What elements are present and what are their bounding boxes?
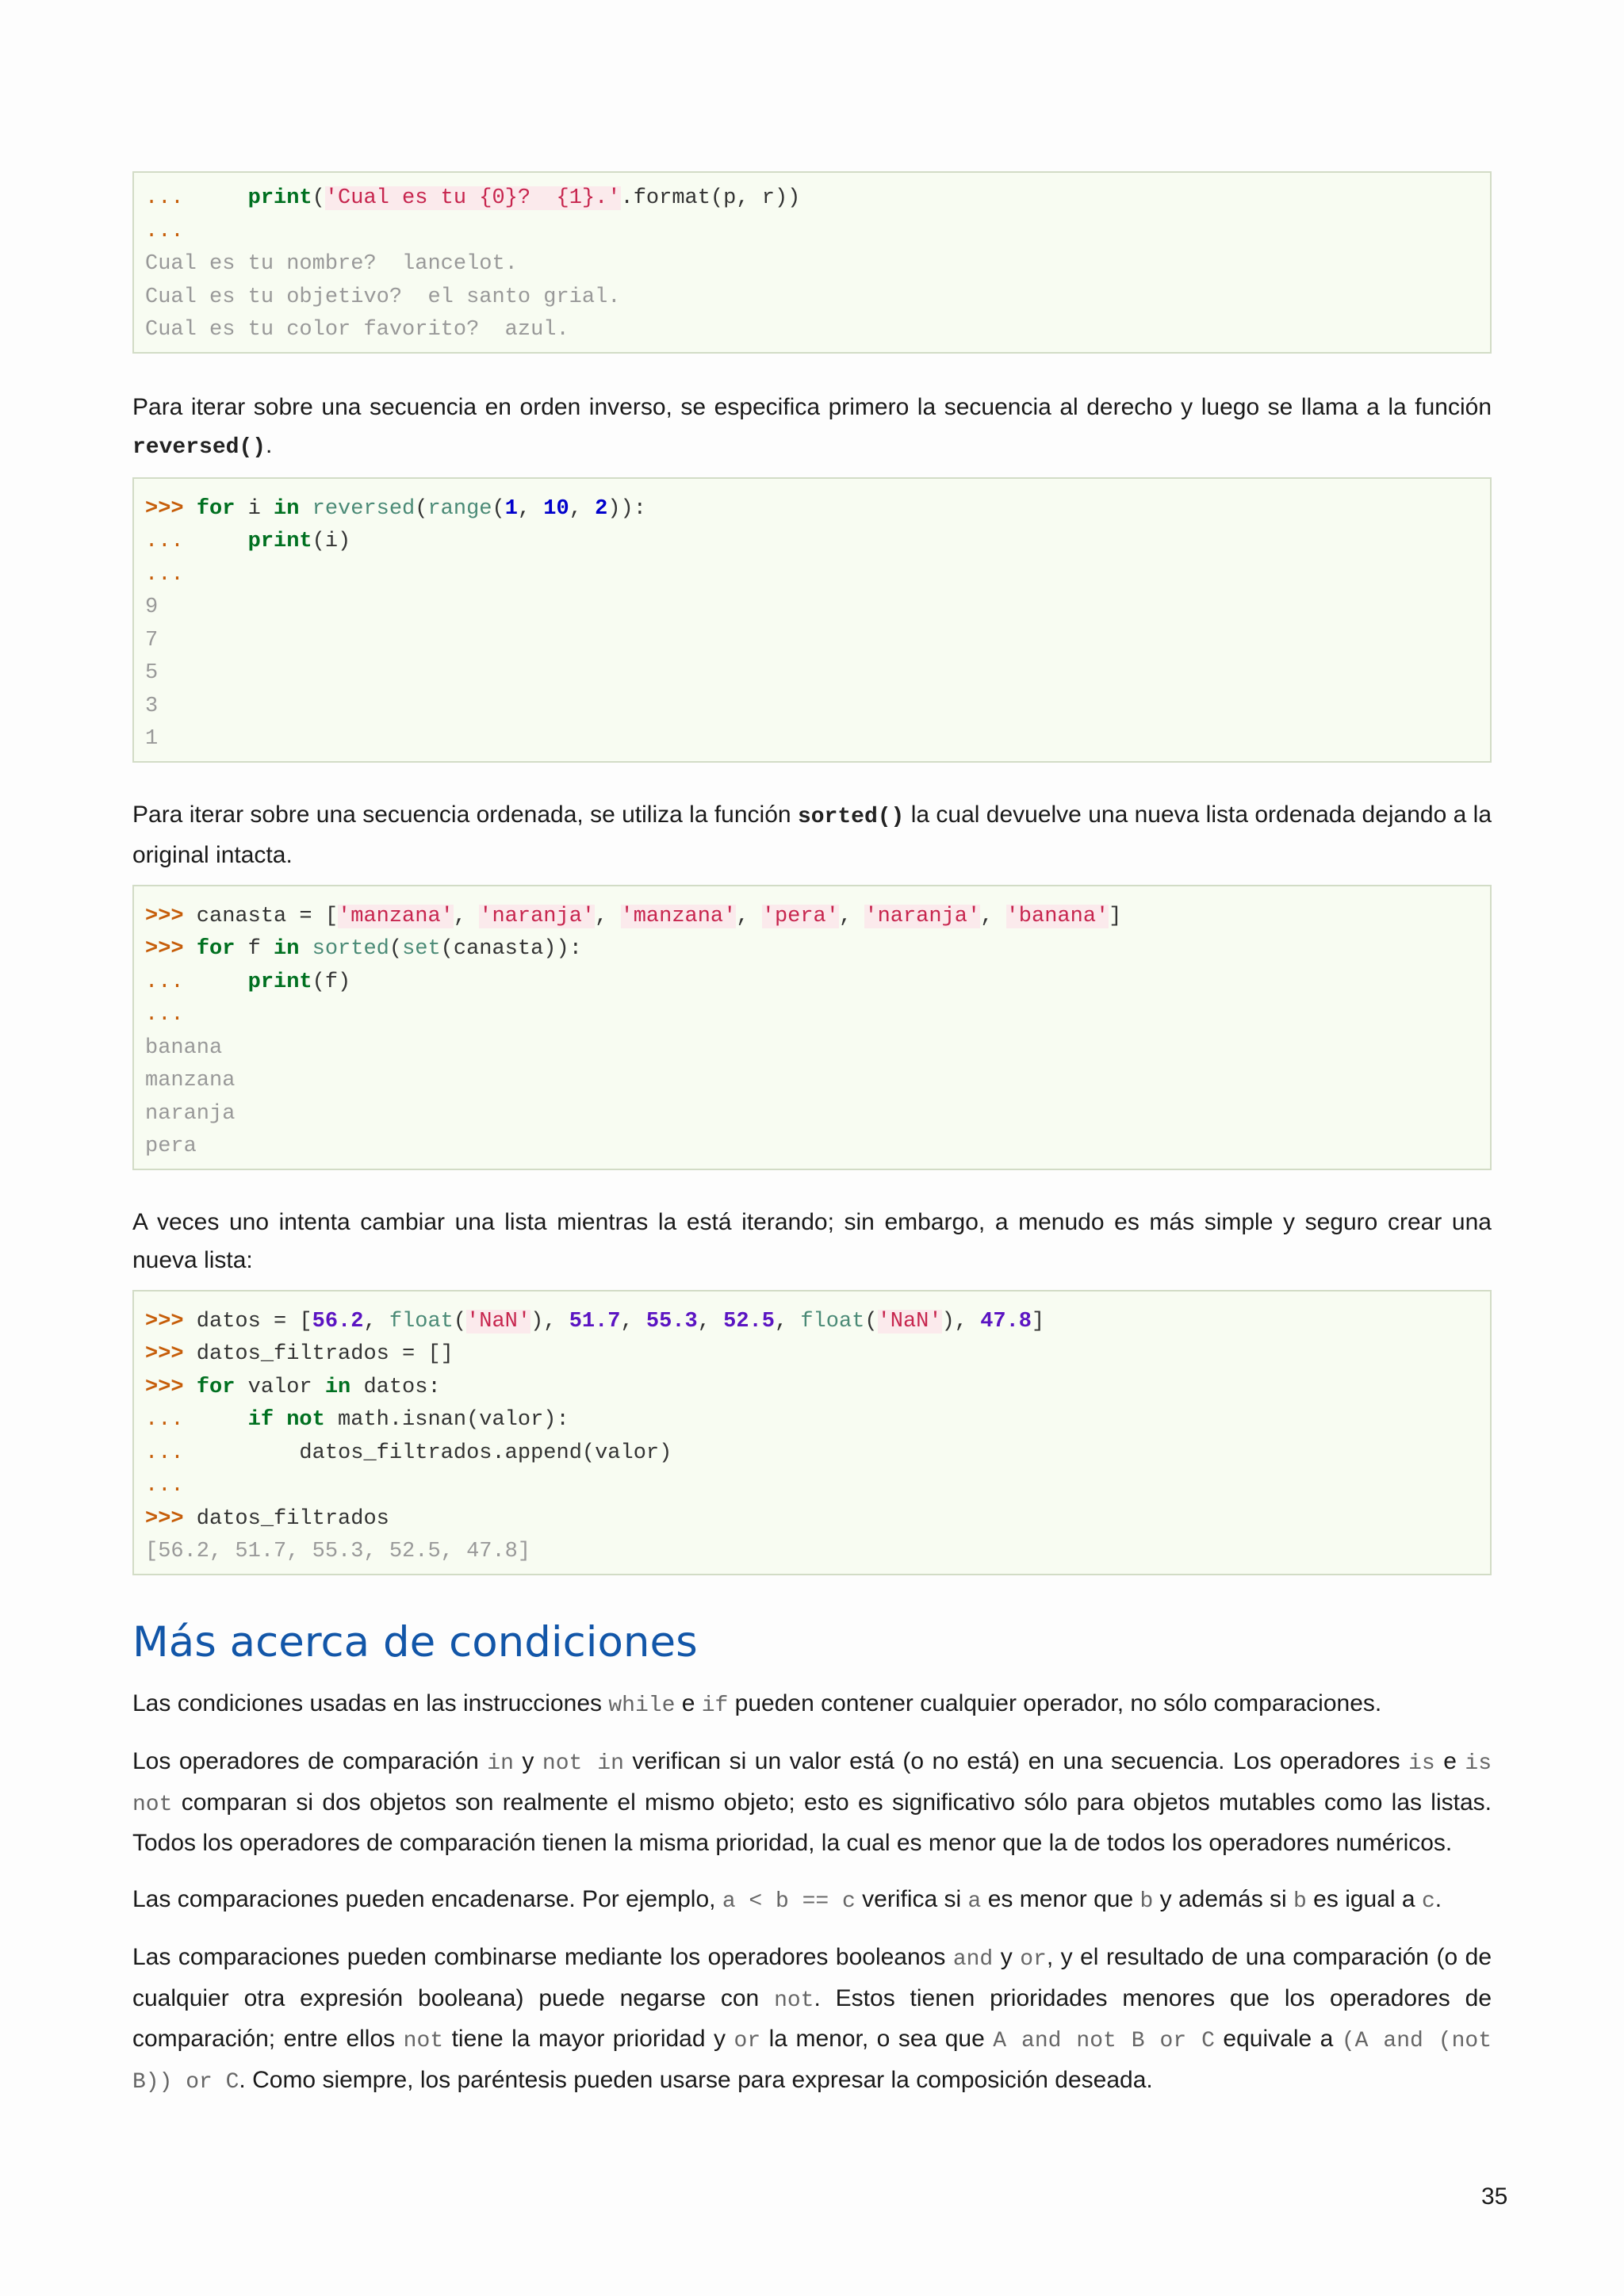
- paragraph-comparison-operators: [132, 1743, 1492, 1863]
- paragraph-text: Para iterar sobre una secuencia ordenada, se utiliza la función: [132, 801, 798, 828]
- code-text: ,: [517, 496, 544, 521]
- code-block-sorted: [132, 885, 1492, 1170]
- paragraph-text: y: [993, 1944, 1021, 1970]
- code-text: ]: [1109, 904, 1122, 928]
- string-literal: 'naranja': [479, 904, 596, 928]
- paragraph-text: Las comparaciones pueden combinarse mediante los operadores booleanos: [132, 1944, 953, 1970]
- code-line: [145, 1404, 1479, 1437]
- paragraph-text: A veces uno intenta cambiar una lista mientras la está iterando; sin embargo, a menudo es más simple y seguro crear una nueva lista:: [132, 1208, 1492, 1273]
- paragraph-boolean-operators: [132, 1938, 1492, 2102]
- prompt: >>>: [145, 904, 184, 928]
- keyword: if: [247, 1408, 274, 1432]
- code-block-format: [132, 171, 1492, 354]
- code-text: ,: [736, 904, 762, 928]
- inline-code: reversed(): [132, 435, 266, 460]
- prompt: >>>: [145, 937, 184, 961]
- prompt: ...: [145, 1474, 184, 1498]
- number-literal: 56.2: [312, 1309, 364, 1334]
- keyword: print: [247, 970, 312, 994]
- prompt: >>>: [145, 1342, 184, 1366]
- builtin: float: [800, 1309, 865, 1334]
- number-literal: 52.5: [723, 1309, 775, 1334]
- code-line: >>> for f in sorted(set(canasta)):: [145, 937, 582, 961]
- inline-code: b: [1293, 1888, 1307, 1914]
- output-line: [56.2, 51.7, 55.3, 52.5, 47.8]: [145, 1540, 531, 1563]
- output-line: 3: [145, 694, 159, 718]
- section-heading: Más acerca de condiciones: [132, 1617, 698, 1667]
- number-literal: 55.3: [645, 1309, 698, 1334]
- paragraph-conditions: [132, 1685, 1492, 1726]
- code-line: [145, 1338, 1479, 1372]
- code-line: [145, 1503, 1479, 1536]
- paragraph-text: e: [675, 1689, 702, 1716]
- prompt: ...: [145, 186, 184, 210]
- keyword: for: [196, 937, 236, 961]
- output-line: 5: [145, 661, 159, 685]
- paragraph-text: y además si: [1153, 1885, 1294, 1912]
- code-text: datos_filtrados: [183, 1506, 389, 1531]
- paragraph-text: .: [1434, 1885, 1442, 1912]
- paragraph-text: comparan si dos objetos son realmente el mismo objeto; esto es significativo sólo para objetos mutables como las listas. Todos los operadores de comparación tienen la misma prioridad, la cual es menor que la de todos los operadores numéricos.: [132, 1789, 1492, 1856]
- output-line: naranja: [145, 1101, 236, 1126]
- code-text: (: [312, 186, 325, 210]
- keyword: in: [274, 937, 300, 961]
- keyword: print: [247, 186, 312, 210]
- builtin: float: [389, 1309, 454, 1334]
- code-text: )):: [607, 496, 646, 521]
- keyword: for: [196, 1375, 236, 1399]
- code-text: ,: [980, 904, 1006, 928]
- code-text: ,: [543, 1309, 569, 1334]
- inline-code: and: [952, 1947, 994, 1972]
- code-line: [145, 526, 1479, 559]
- inline-code: is not: [132, 1751, 1492, 1817]
- paragraph-reversed: [132, 388, 1492, 468]
- builtin: reversed: [312, 496, 416, 521]
- output-line: 1: [145, 727, 159, 751]
- inline-code: is: [1408, 1751, 1435, 1776]
- code-line: >>> datos = [56.2, float('NaN'), 51.7, 55.3, 52.5, float('NaN'), 47.8]: [145, 1309, 1045, 1334]
- inline-code: b: [1139, 1888, 1154, 1914]
- code-text: ,: [954, 1309, 981, 1334]
- builtin: range: [427, 496, 492, 521]
- number-literal: 2: [595, 496, 608, 521]
- code-text: valor: [235, 1375, 325, 1399]
- prompt: ...: [145, 1003, 184, 1027]
- prompt: ...: [145, 970, 184, 994]
- prompt: ...: [145, 1441, 184, 1465]
- paragraph-text: es menor que: [981, 1885, 1140, 1912]
- inline-code: not in: [542, 1751, 624, 1776]
- code-line: [145, 966, 1479, 1000]
- output-line: Cual es tu objetivo? el santo grial.: [145, 285, 621, 309]
- output-line: banana: [145, 1035, 223, 1060]
- code-text: i: [235, 496, 274, 521]
- keyword: in: [324, 1375, 351, 1399]
- code-text: ,: [595, 904, 621, 928]
- code-block-filter: [132, 1290, 1492, 1575]
- number-literal: 47.8: [980, 1309, 1032, 1334]
- code-text: ,: [620, 1309, 646, 1334]
- output-line: 7: [145, 628, 159, 652]
- inline-code: while: [608, 1693, 676, 1718]
- inline-code: not: [774, 1988, 814, 2013]
- paragraph-sorted: [132, 796, 1492, 875]
- output-line: manzana: [145, 1069, 236, 1093]
- paragraph-text: , y el resultado de una comparación (o de cualquier otra expresión booleana) puede negarse con: [132, 1944, 1492, 2011]
- prompt: >>>: [145, 1309, 184, 1334]
- code-text: datos_filtrados = []: [183, 1342, 454, 1366]
- code-text: canasta = [: [183, 904, 339, 928]
- keyword: print: [247, 530, 312, 553]
- paragraph-text: Los operadores de comparación: [132, 1748, 488, 1774]
- prompt: ...: [145, 1408, 184, 1432]
- string-literal: 'banana': [1005, 904, 1109, 928]
- string-literal: 'manzana': [338, 904, 454, 928]
- code-text: (f): [312, 970, 351, 994]
- code-text: f: [235, 937, 274, 961]
- paragraph-text: pueden contener cualquier operador, no sólo comparaciones.: [728, 1689, 1382, 1716]
- prompt: >>>: [145, 496, 184, 521]
- string-literal: 'NaN': [466, 1309, 531, 1334]
- code-text: (canasta)):: [440, 937, 582, 961]
- code-text: (: [492, 496, 505, 521]
- prompt: ...: [145, 562, 184, 587]
- paragraph-text: la menor, o sea que: [760, 2026, 994, 2052]
- prompt: ...: [145, 219, 184, 243]
- inline-code: or: [1020, 1947, 1047, 1972]
- paragraph-text: y: [513, 1748, 542, 1774]
- paragraph-text: tiene la mayor prioridad y: [443, 2026, 734, 2052]
- keyword: for: [196, 496, 236, 521]
- output-line: pera: [145, 1135, 197, 1158]
- code-text: ,: [697, 1309, 724, 1334]
- inline-code: if: [701, 1693, 729, 1718]
- page-number: 35: [1481, 2183, 1508, 2210]
- code-text: ,: [363, 1309, 389, 1334]
- code-text: datos:: [350, 1375, 441, 1399]
- paragraph-text: es igual a: [1306, 1885, 1422, 1912]
- code-text: (i): [312, 530, 351, 553]
- code-text: (: [415, 496, 428, 521]
- code-text: ,: [774, 1309, 801, 1334]
- code-text: [299, 497, 312, 521]
- output-line: 9: [145, 595, 159, 619]
- code-block-reversed: [132, 477, 1492, 763]
- code-text: datos = [: [183, 1309, 312, 1334]
- page-content: [132, 171, 1492, 2102]
- paragraph-text: verifican si un valor está (o no está) en una secuencia. Los operadores: [623, 1748, 1409, 1774]
- code-text: ,: [569, 496, 596, 521]
- code-line: [145, 1372, 1479, 1405]
- prompt: >>>: [145, 1506, 184, 1531]
- number-literal: 10: [543, 496, 569, 521]
- prompt: ...: [145, 530, 184, 553]
- output-line: Cual es tu color favorito? azul.: [145, 318, 569, 342]
- inline-code: A and not B or C: [993, 2029, 1215, 2053]
- string-literal: 'pera': [761, 904, 839, 928]
- paragraph-text: e: [1434, 1748, 1465, 1774]
- prompt: >>>: [145, 1375, 184, 1399]
- code-text: math.isnan(valor):: [324, 1408, 569, 1432]
- code-line: [145, 182, 1479, 216]
- output-line: Cual es tu nombre? lancelot.: [145, 252, 518, 276]
- string-literal: 'manzana': [620, 904, 737, 928]
- inline-code: a < b == c: [722, 1888, 856, 1914]
- string-literal: 'Cual es tu {0}? {1}.': [324, 186, 621, 210]
- paragraph-chained-comparisons: [132, 1881, 1492, 1922]
- paragraph-text: Las condiciones usadas en las instrucciones: [132, 1689, 609, 1716]
- paragraph-text: Para iterar sobre una secuencia en orden inverso, se especifica primero la secuencia al derecho y luego se llama a la función: [132, 393, 1492, 420]
- string-literal: 'naranja': [864, 904, 981, 928]
- inline-code: not: [403, 2029, 444, 2053]
- paragraph-text: .: [266, 432, 273, 458]
- builtin: set: [402, 937, 441, 961]
- code-text: ]: [1032, 1309, 1045, 1334]
- paragraph-text: la cual devuelve una nueva lista ordenada dejando a la original intacta.: [132, 801, 1492, 868]
- inline-code: (A and (not B)) or C: [132, 2029, 1492, 2095]
- inline-code: c: [1421, 1888, 1435, 1914]
- builtin: sorted: [312, 937, 389, 961]
- string-literal: 'NaN': [877, 1309, 942, 1334]
- paragraph-text: . Estos tienen prioridades menores que los operadores de comparación; entre ellos: [132, 1984, 1492, 2052]
- paragraph-text: equivale a: [1214, 2026, 1342, 2052]
- code-text: ,: [838, 904, 865, 928]
- code-text: .format(p, r)): [620, 186, 801, 210]
- paragraph-modify-list: [132, 1203, 1492, 1280]
- inline-code: a: [967, 1888, 982, 1914]
- keyword: in: [274, 496, 300, 521]
- paragraph-text: . Como siempre, los paréntesis pueden usarse para expresar la composición deseada.: [239, 2066, 1153, 2093]
- code-line: [145, 493, 1479, 526]
- inline-code: in: [487, 1751, 514, 1776]
- inline-code: sorted(): [797, 804, 905, 829]
- code-line: [145, 1437, 1479, 1471]
- paragraph-text: Las comparaciones pueden encadenarse. Por ejemplo,: [132, 1885, 722, 1912]
- code-text: ,: [453, 904, 480, 928]
- code-line: [145, 901, 1479, 934]
- code-text: datos_filtrados.append(valor): [196, 1441, 672, 1465]
- number-literal: 51.7: [569, 1309, 621, 1334]
- keyword: not: [286, 1408, 325, 1432]
- inline-code: or: [733, 2029, 761, 2053]
- paragraph-text: verifica si: [855, 1885, 968, 1912]
- number-literal: 1: [504, 496, 518, 521]
